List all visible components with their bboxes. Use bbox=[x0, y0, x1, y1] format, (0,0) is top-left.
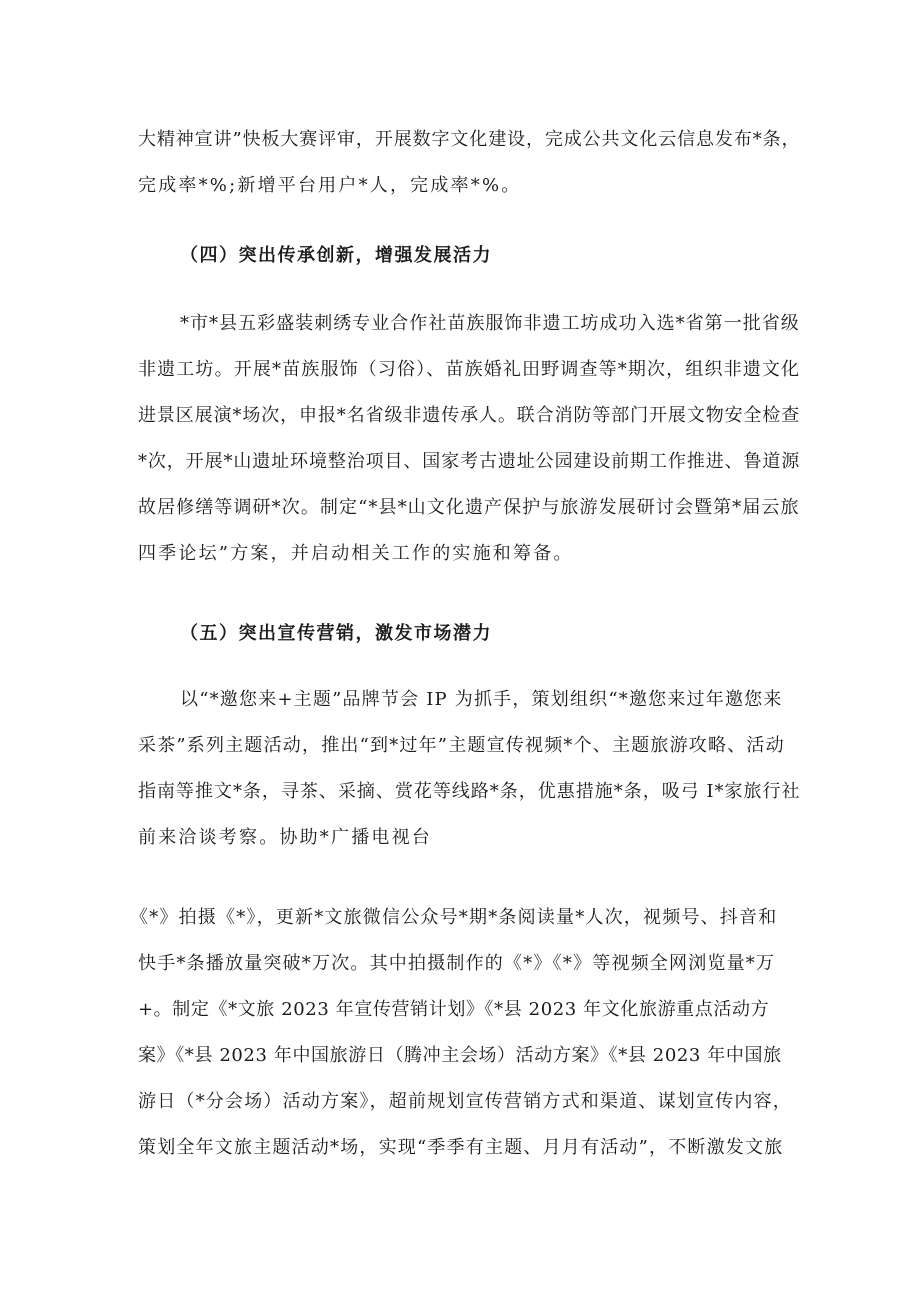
paragraph-line: 指南等推文*条，寻茶、采摘、赏花等线路*条，优惠措施*条，吸弓 I*家旅行社 bbox=[138, 781, 801, 802]
paragraph-line: 采茶”系列主题活动，推出“到*过年”主题宣传视频*个、主题旅游攻略、活动 bbox=[138, 735, 785, 756]
paragraph-line: 策划全年文旅主题活动*场，实现“季季有主题、月月有活动”，不断激发文旅 bbox=[138, 1137, 784, 1158]
paragraph-line: +。制定《*文旅 2023 年宣传营销计划》《*县 2023 年文化旅游重点活动方 bbox=[138, 999, 770, 1020]
paragraph-line: *市*县五彩盛装刺绣专业合作社苗族服饰非遗工坊成功入选*省第一批省级 bbox=[180, 313, 800, 334]
section-heading: （五）突出宣传营销，激发市场潜力 bbox=[180, 623, 492, 644]
paragraph-line: 前来洽谈考察。协助*广播电视台 bbox=[138, 827, 432, 848]
paragraph-line: 案》《*县 2023 年中国旅游日（腾冲主会场）活动方案》《*县 2023 年中国旅 bbox=[138, 1045, 782, 1066]
paragraph-line: 大精神宣讲”快板大赛评审，开展数字文化建设，完成公共文化云信息发布*条， bbox=[138, 129, 801, 150]
paragraph-line: 快手*条播放量突破*万次。其中拍摄制作的《*》《*》等视频全网浏览量*万 bbox=[138, 953, 776, 974]
section-heading: （四）突出传承创新，增强发展活力 bbox=[180, 245, 492, 266]
paragraph-line: *次，开展*山遗址环境整治项目、国家考古遗址公园建设前期工作推进、鲁道源 bbox=[138, 451, 801, 472]
paragraph-line: 以“*邀您来+主题”品牌节会 IP 为抓手，策划组织“*邀您来过年邀您来 bbox=[180, 689, 783, 710]
paragraph-line: 非遗工坊。开展*苗族服饰（习俗）、苗族婚礼田野调查等*期次，组织非遗文化 bbox=[138, 359, 801, 380]
paragraph-line: 四季论坛”方案，并启动相关工作的实施和筹备。 bbox=[138, 543, 574, 564]
paragraph-line: 进景区展演*场次，申报*名省级非遗传承人。联合消防等部门开展文物安全检查 bbox=[138, 405, 801, 426]
paragraph-line: 游日（*分会场）活动方案》，超前规划宣传营销方式和渠道、谋划宣传内容， bbox=[138, 1091, 792, 1112]
paragraph-line: 《*》拍摄《*》，更新*文旅微信公众号*期*条阅读量*人次，视频号、抖音和 bbox=[130, 907, 778, 928]
paragraph-line: 故居修缮等调研*次。制定“*县*山文化遗产保护与旅游发展研讨会暨第*届云旅 bbox=[138, 497, 800, 518]
paragraph-line: 完成率*%;新增平台用户*人，完成率*%。 bbox=[138, 175, 522, 196]
